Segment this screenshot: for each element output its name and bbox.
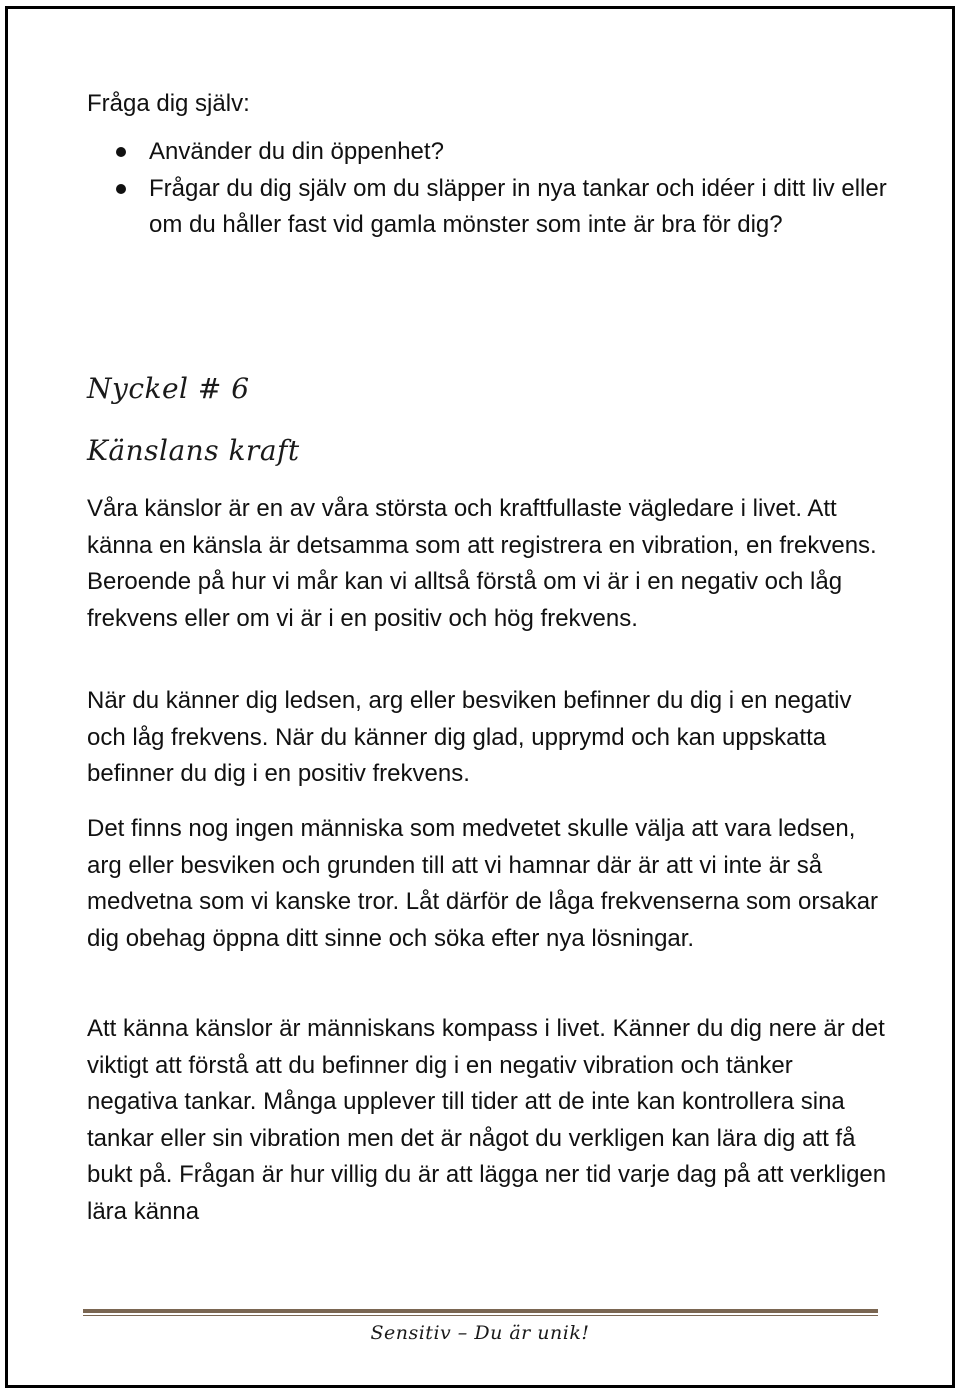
- list-item: [87, 171, 887, 244]
- key-number-heading: Nyckel # 6: [87, 372, 250, 405]
- paragraph: Våra känslor är en av våra största och kraftfullaste vägledare i livet. Att känna en känsla är detsamma som att registrera en vibration, en frekvens. Beroende på hur vi mår kan vi alltså förstå om vi är i en negativ och låg frekvens eller om vi är i en positiv och hög frekvens.: [87, 495, 877, 632]
- intro-heading: Fråga dig själv:: [87, 90, 250, 117]
- key-name-heading: Känslans kraft: [87, 434, 300, 467]
- question-text: Frågar du dig själv om du släpper in nya tankar och idéer i ditt liv eller om du håller fast vid gamla mönster som inte är bra för dig?: [149, 174, 887, 238]
- bullet-icon: [116, 184, 126, 194]
- page-content: [87, 86, 887, 1225]
- footer-divider: [83, 1309, 878, 1316]
- footer-text: Sensitiv – Du är unik!: [370, 1322, 590, 1344]
- paragraph: När du känner dig ledsen, arg eller besviken befinner du dig i en negativ och låg frekvens. När du känner dig glad, upprymd och kan uppskatta befinner du dig i en positiv frekvens.: [87, 687, 852, 787]
- question-text: Använder du din öppenhet?: [149, 138, 444, 165]
- paragraph: Att känna känslor är människans kompass i livet. Känner du dig nere är det viktigt att förstå att du befinner dig i en negativ vibration och tänker negativa tankar. Många upplever till tider att de inte kan kontrollera sina tankar eller sin vibration men det är något du verkligen kan lära dig att få bukt på. Frågan är hur villig du är att lägga ner tid varje dag på att verkligen lära känna: [87, 1015, 887, 1225]
- list-item: [87, 134, 887, 171]
- bullet-icon: [116, 147, 126, 157]
- question-list: [87, 134, 887, 244]
- paragraph: Det finns nog ingen människa som medvetet skulle välja att vara ledsen, arg eller besviken och grunden till att vi hamnar där är att vi inte är så medvetna som vi kanske tror. Låt därför de låga frekvenserna som orsakar dig obehag öppna ditt sinne och söka efter nya lösningar.: [87, 815, 879, 952]
